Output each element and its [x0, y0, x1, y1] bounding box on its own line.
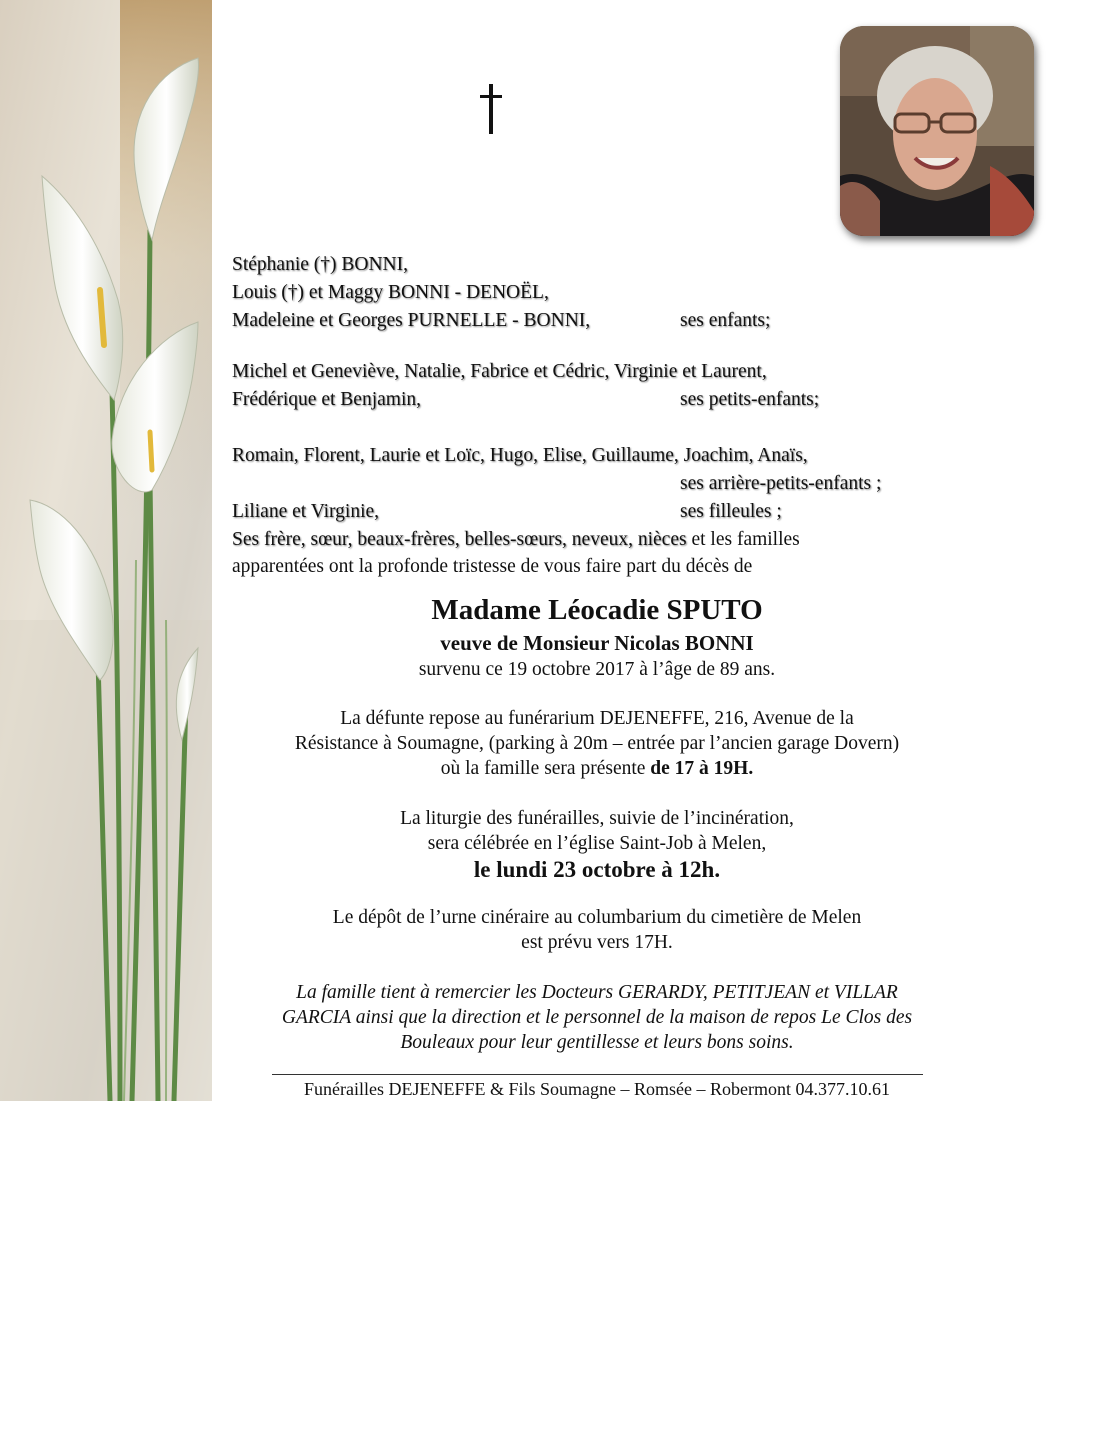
siblings-rest: et les familles — [686, 529, 800, 550]
siblings-line — [232, 528, 800, 552]
ceremony-line-1: La liturgie des funérailles, suivie de l’incinération, — [400, 808, 794, 829]
funeral-home-footer: Funérailles DEJENEFFE & Fils Soumagne – Romsée – Robermont 04.377.10.61 — [304, 1079, 890, 1099]
godchildren-names: Liliane et Virginie, — [232, 501, 380, 522]
visitation-line-3 — [212, 756, 982, 781]
death-date: survenu ce 19 octobre 2017 à l’âge de 89 ans. — [418, 659, 776, 680]
grandchild-line-1: Michel et Geneviève, Natalie, Fabrice et Cédric, Virginie et Laurent, — [232, 361, 767, 382]
portrait-photo — [840, 26, 1034, 236]
urn-line-2: est prévu vers 17H. — [521, 932, 673, 953]
thanks-line-3: Bouleaux pour leur gentillesse et leurs bons soins. — [400, 1032, 794, 1053]
deceased-name: Madame Léocadie SPUTO — [431, 594, 763, 626]
visitation-line-2: Résistance à Soumagne, (parking à 20m – entrée par l’ancien garage Dovern) — [294, 733, 900, 754]
grandchild-line-2: Frédérique et Benjamin, — [232, 389, 421, 410]
ceremony-date: le lundi 23 octobre à 12h. — [473, 857, 721, 882]
children-role: ses enfants; — [680, 310, 771, 331]
cross-icon — [477, 84, 505, 134]
widow-of: veuve de Monsieur Nicolas BONNI — [440, 631, 754, 655]
thanks-line-2: GARCIA ainsi que la direction et le personnel de la maison de repos Le Clos des — [281, 1007, 913, 1028]
great-grandchild-line-1: Romain, Florent, Laurie et Loïc, Hugo, Elise, Guillaume, Joachim, Anaïs, — [232, 445, 808, 466]
visitation-hours: de 17 à 19H. — [650, 758, 754, 779]
child-line-1: Stéphanie (†) BONNI, — [232, 254, 409, 275]
calla-lily-illustration — [0, 0, 212, 1101]
great-grandchildren-role: ses arrière-petits-enfants ; — [680, 473, 882, 494]
thanks-line-1: La famille tient à remercier les Docteurs GERARDY, PETITJEAN et VILLAR — [296, 982, 898, 1003]
grandchildren-role: ses petits-enfants; — [680, 389, 820, 410]
visitation-line-1: La défunte repose au funérarium DEJENEFFE, 216, Avenue de la — [340, 708, 854, 729]
announcement-line: apparentées ont la profonde tristesse de vous faire part du décès de — [232, 556, 753, 577]
urn-line-1: Le dépôt de l’urne cinéraire au columbarium du cimetière de Melen — [332, 907, 862, 928]
footer-divider — [272, 1074, 923, 1075]
godchildren-role: ses filleules ; — [680, 501, 782, 522]
siblings-shadowed: Ses frère, sœur, beaux-frères, belles-sœurs, neveux, nièces — [232, 529, 687, 550]
child-line-3: Madeleine et Georges PURNELLE - BONNI, — [232, 310, 591, 331]
visitation-prefix: où la famille sera présente — [440, 758, 651, 779]
ceremony-line-2: sera célébrée en l’église Saint-Job à Melen, — [427, 833, 767, 854]
child-line-2: Louis (†) et Maggy BONNI - DENOËL, — [232, 282, 549, 303]
